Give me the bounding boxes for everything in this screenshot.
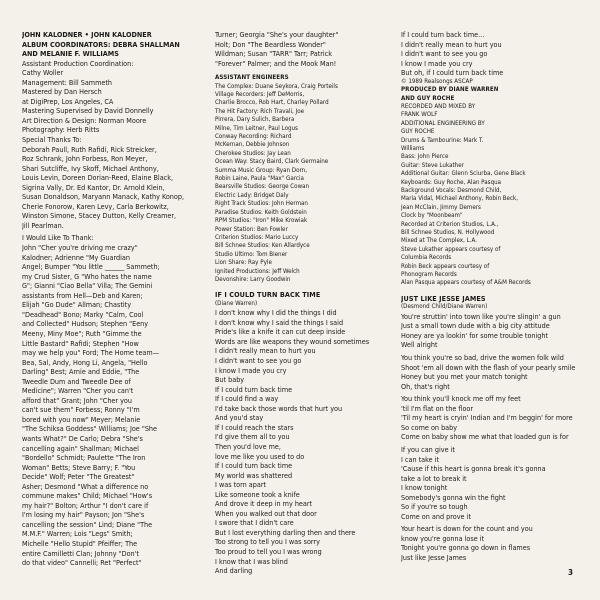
text-line: Too strong to tell you I was sorry — [215, 537, 320, 547]
text-line: I didn't really mean to hurt you — [215, 346, 316, 356]
text-line: Asher; Desmond "What a difference no — [22, 481, 149, 491]
text-line: If I could turn back time — [215, 461, 293, 471]
text-line: Little Bastard" Rafidi; Stephen "How — [22, 338, 139, 348]
text-line: Additional Guitar: Glenn Sciurba, Gene Black — [401, 170, 526, 178]
text-line: Your heart is down for the count and you — [401, 524, 533, 534]
text-line: Come on and prove it — [401, 511, 471, 521]
text-line: Too proud to tell you I was wrong — [215, 546, 322, 556]
text-line: Sigrina Vally, Dr. Ed Kantor, Dr. Arnold Klein, — [22, 182, 165, 192]
text-line: Clock by "Moonbeam" — [401, 212, 463, 220]
text-line: © 1989 Realsongs ASCAP — [401, 77, 473, 85]
text-line: cancelling the session" Lind; Diane "The — [22, 519, 153, 529]
text-line: know you're gonna lose it — [401, 533, 485, 543]
text-line: I was torn apart — [215, 480, 267, 490]
text-line: do that video" Cannelli; Ret "Perfect" — [22, 558, 142, 568]
text-line: commune makes" Child; Michael "How's — [22, 491, 153, 501]
text-line: Pride's like a knife it can cut deep inside — [215, 327, 346, 337]
text-line: Power Station: Ben Fowler — [215, 225, 288, 233]
text-line: Recorded at Criterion Studios, L.A., — [401, 220, 499, 228]
text-line: Conway Recording: Richard — [215, 133, 292, 141]
text-line: M.M.F." Warren; Lois "Legs" Smith; — [22, 529, 133, 539]
text-line: The Hit Factory: Rich Travali, Joe — [215, 107, 305, 115]
text-line: Winston Simone, Stacey Dutton, Kelly Creamer, — [22, 211, 177, 221]
text-line: Pirrera, Dary Sulich, Barbera — [215, 116, 295, 124]
text-line: Somebody's gonna win the fight — [401, 492, 506, 502]
credits-column — [22, 30, 200, 568]
text-line: Special Thanks To: — [22, 135, 82, 145]
text-line: Right Track Studios: John Herman — [215, 200, 308, 208]
text-line: If you can give it — [401, 444, 455, 454]
text-line: My world was shattered — [215, 470, 293, 480]
text-line: Charlie Brocco, Rob Hart, Charley Pollard — [215, 99, 329, 107]
text-line: Tweedle Dum and Tweedle Dee of — [22, 376, 131, 386]
text-line: 'Cause if this heart is gonna break it's gonna — [401, 464, 546, 474]
text-line: Bill Schnee Studios: Ken Allardyce — [215, 242, 310, 250]
text-line: I'd take back those words that hurt you — [215, 403, 343, 413]
text-line: Phonogram Records — [401, 271, 457, 279]
text-line: (Diane Warren) — [215, 299, 258, 307]
text-line: Shoot 'em all down with the flash of your pearly smile — [401, 362, 576, 372]
page-number: 3 — [568, 568, 574, 577]
text-line: JOHN KALODNER • JOHN KALODNER — [22, 30, 152, 39]
text-line: Milne, Tim Leitner, Paul Logus — [215, 124, 298, 132]
text-line: Management: Bill Sammeth — [22, 77, 112, 87]
section-heading: AND GUY ROCHE — [401, 94, 455, 102]
text-line: Angel; Bumper "You little ______ Sammeth; — [22, 262, 160, 272]
text-line: Photography: Herb Ritts — [22, 125, 100, 135]
text-line: Steve Lukather appears courtesy of — [401, 245, 501, 253]
text-line: RECORDED AND MIXED BY — [401, 102, 476, 110]
text-line: Cherie Fonorow, Karen Levy, Carla Berkowitz, — [22, 201, 169, 211]
text-line: Deborah Paull, Ruth Rafidi, Rick Streicker, — [22, 144, 157, 154]
text-line: at DigiPrep, Los Angeles, CA — [22, 96, 114, 106]
text-line: Words are like weapons they wound sometimes — [215, 336, 370, 346]
text-line: Summa Music Group: Ryan Dorn, — [215, 166, 307, 174]
text-line: Holt; Don "The Beardless Wonder" — [215, 39, 326, 49]
text-line: I don't know why I did the things I did — [215, 308, 337, 318]
text-line: Oh, that's right — [401, 381, 450, 391]
text-line: I'm losing my hair" Payson; Jon "She's — [22, 510, 145, 520]
text-line: Decide" Wolf; Peter "The Greatest" — [22, 472, 135, 482]
text-line: Michelle "Hello Stupid" Pfeiffer; The — [22, 538, 138, 548]
text-line: I know I made you cry — [215, 365, 287, 375]
text-line: FRANK WOLF — [401, 111, 438, 119]
lyrics-column — [401, 30, 579, 563]
text-line: Shari Sutcliffe, Ivy Skoff, Michael Anthony, — [22, 163, 159, 173]
section-heading: PRODUCED BY DIANE WARREN — [401, 86, 499, 94]
text-line: ADDITIONAL ENGINEERING BY — [401, 119, 485, 127]
text-line: Mastered by Dan Hersch — [22, 87, 102, 97]
text-line: take a lot to break it — [401, 473, 467, 483]
text-line: Meeny, Miny Moe"; Ruth "Gimme the — [22, 328, 142, 338]
text-line: "The Schiksa Goddess" Williams; Joe "She — [22, 424, 158, 434]
text-line: I Would Like To Thank: — [22, 233, 94, 243]
text-line: "Bordello" Schmidt; Paulette "The Iron — [22, 453, 146, 463]
text-line: may we help you" Ford; The Home team— — [22, 348, 160, 358]
text-line: my hair?" Bolton; Arthur "I don't care if — [22, 500, 149, 510]
text-line: Bearsville Studios: George Cowan — [215, 183, 310, 191]
text-line: Just a small town dude with a big city attitude — [401, 321, 550, 331]
text-line: If I could turn back time — [215, 384, 293, 394]
text-line: G"; Gianni "Ciao Bella" Villa; The Gemini — [22, 281, 153, 291]
text-line: ALBUM COORDINATORS: DEBRA SHALLMAN — [22, 39, 180, 49]
text-line: Bass: John Pierce — [401, 153, 449, 161]
text-line: Kalodner; Adrienne "My Guardian — [22, 252, 130, 262]
text-line: You think you're so bad, drive the women folk wild — [401, 353, 564, 363]
text-line: wants What?" De Carlo; Debra "She's — [22, 433, 143, 443]
text-line: Then you'd love me, — [215, 441, 281, 451]
text-line: Lion Share: Ray Pyle — [215, 259, 272, 267]
text-line: Alan Pasqua appears courtesy of A&M Records — [401, 279, 531, 287]
text-line: So come on baby — [401, 422, 458, 432]
text-line: The Complex: Duane Seykora, Craig Porteils — [215, 82, 338, 90]
text-line: Ignited Productions: Jeff Welch — [215, 267, 300, 275]
section-heading: IF I COULD TURN BACK TIME — [215, 290, 321, 300]
text-line: "Deadhead" Bono; Marky "Calm, Cool — [22, 309, 144, 319]
text-line: I swore that I didn't care — [215, 518, 294, 528]
text-line: Art Direction & Design: Norman Moore — [22, 115, 147, 125]
text-line: Jean McClain, Jimmy Demers — [401, 203, 481, 211]
text-line: Mastering Supervised by David Donnelly — [22, 106, 154, 116]
text-line: John "Cher you're driving me crazy" — [22, 243, 138, 253]
text-line: I'd give them all to you — [215, 432, 290, 442]
text-line: Robin Laine, Paula "Max" Garcia — [215, 175, 304, 183]
section-heading: JUST LIKE JESSE JAMES — [401, 293, 486, 303]
text-line: If I could turn back time... — [401, 30, 485, 39]
text-line: Keyboards: Guy Roche, Alan Pasqua — [401, 178, 502, 186]
text-line: Assistant Production Coordination: — [22, 58, 134, 68]
text-line: I didn't want to see you go — [215, 356, 302, 366]
text-line: Woman" Betts; Steve Barry; F. "You — [22, 462, 136, 472]
text-line: Ocean Way: Stacy Baird, Clark Germaine — [215, 158, 329, 166]
text-line: Bea, Sal, Andy, Hong Li, Angela, "Hello — [22, 357, 148, 367]
text-line: I know I made you cry — [401, 58, 473, 68]
text-line: my Crud Sister, G "Who hates the name — [22, 271, 152, 281]
text-line: Susan Donaldson, Maryann Manack, Kathy Konop, — [22, 192, 185, 202]
text-line: Bill Schnee Studios, N. Hollywood — [401, 229, 495, 237]
text-line: If I could find a way — [215, 394, 279, 404]
text-line: If I could reach the stars — [215, 422, 294, 432]
text-line: I know tonight — [401, 483, 448, 493]
text-line: (Desmond Child/Diane Warren) — [401, 303, 488, 311]
text-line: I know that I was blind — [215, 556, 288, 566]
text-line: You think you'll knock me off my feet — [401, 394, 521, 404]
text-line: Electric Lady: Bridget Daly — [215, 191, 289, 199]
text-line: You're struttin' into town like you're slingin' a gun — [401, 311, 561, 321]
text-line: 'til I'm flat on the floor — [401, 403, 474, 413]
text-line: Devonshire: Larry Goodwin — [215, 275, 291, 283]
text-line: I didn't want to see you go — [401, 49, 488, 59]
text-line: Drums & Tambourine: Mark T. — [401, 136, 484, 144]
text-line: I didn't really mean to hurt you — [401, 39, 502, 49]
text-line: I can take it — [401, 454, 439, 464]
text-line: cancelling again" Shallman; Michael — [22, 443, 139, 453]
text-line: RPM Studios: "Iron" Mike Krowiak — [215, 217, 308, 225]
text-line: "Forever" Palmer; and the Mook Man! — [215, 58, 337, 68]
text-line: McKernan, Debbie Johnson — [215, 141, 290, 149]
text-line: And you'd stay — [215, 413, 264, 423]
text-line: Louis Levin, Doreen Dorian-Reed, Elaine Black, — [22, 173, 174, 183]
text-line: But I lost everything darling then and there — [215, 527, 356, 537]
text-line: bored with you now" Meyer; Melanie — [22, 414, 141, 424]
text-line: Studio Ultimo: Tom Biener — [215, 250, 288, 258]
text-line: assistants from Hell—Deb and Karen; — [22, 290, 143, 300]
text-line: Maria Vidal, Michael Anthony, Robin Beck, — [401, 195, 519, 203]
text-line: Wildman; Susan "TARR" Tarr; Patrick — [215, 49, 332, 59]
text-line: Mixed at The Complex, L.A. — [401, 237, 477, 245]
text-line: Guitar: Steve Lukather — [401, 161, 464, 169]
text-line: GUY ROCHE — [401, 128, 435, 136]
text-line: Jill Pearlman. — [22, 220, 64, 230]
text-line: And darling — [215, 566, 253, 576]
text-line: Honey are ya lookin' for some trouble tonight — [401, 330, 549, 340]
text-line: Medicine"; Warren "Cher you can't — [22, 386, 134, 396]
section-heading: ASSISTANT ENGINEERS — [215, 74, 289, 82]
text-line: Turner; Georgia "She's your daughter" — [215, 30, 339, 39]
text-line: Honey but you met your match tonight — [401, 372, 528, 382]
text-line: When you walked out that door — [215, 508, 317, 518]
text-line: afford that" Grant; John "Cher you — [22, 395, 132, 405]
text-line: Cathy Woller — [22, 68, 64, 78]
text-line: Come on baby show me what that loaded gun is for — [401, 432, 569, 442]
text-line: But oh, if I could turn back time — [401, 68, 504, 78]
engineers-and-lyrics-column — [215, 30, 393, 576]
text-line: I don't know why I said the things I said — [215, 317, 344, 327]
text-line: and Collected" Hudson; Stephen "Eeny — [22, 319, 149, 329]
text-line: Darling" Best; Arnie and Eddie, "The — [22, 367, 140, 377]
text-line: Village Recorders: Jeff DeMorris, — [215, 91, 305, 98]
text-line: entire Camilletti Clan; Johnny "Don't — [22, 548, 139, 558]
text-line: AND MELANIE F. WILLIAMS — [22, 49, 119, 59]
text-line: Robin Beck appears courtesy of — [401, 262, 490, 270]
text-line: love me like you used to do — [215, 451, 305, 461]
text-line: Cherokee Studios: Jay Lean — [215, 149, 291, 157]
text-line: Background Vocals: Desmond Child, — [401, 187, 502, 195]
text-line: Roz Schrank, John Forbess, Ron Meyer, — [22, 154, 148, 164]
text-line: But baby — [215, 375, 245, 385]
text-line: So if you're so tough — [401, 502, 468, 512]
text-line: can't sue them" Forbess; Ronny "I'm — [22, 405, 140, 415]
text-line: Elijah "Go Dude" Allman; Chastity — [22, 300, 132, 310]
text-line: And drove it deep in my heart — [215, 499, 313, 509]
text-line: Tonight you're gonna go down in flames — [401, 543, 531, 553]
text-line: Like someone took a knife — [215, 489, 300, 499]
text-line: Columbia Records — [401, 254, 452, 262]
text-line: Well alright — [401, 340, 438, 350]
text-line: Paradise Studios: Keith Goldstein — [215, 208, 307, 216]
text-line: Williams — [401, 144, 425, 152]
text-line: Just like Jesse James — [401, 552, 467, 562]
text-line: Criterion Studios: Mario Luccy — [215, 233, 299, 241]
text-line: 'Til my heart is cryin' Indian and I'm beggin' for more — [401, 413, 573, 423]
